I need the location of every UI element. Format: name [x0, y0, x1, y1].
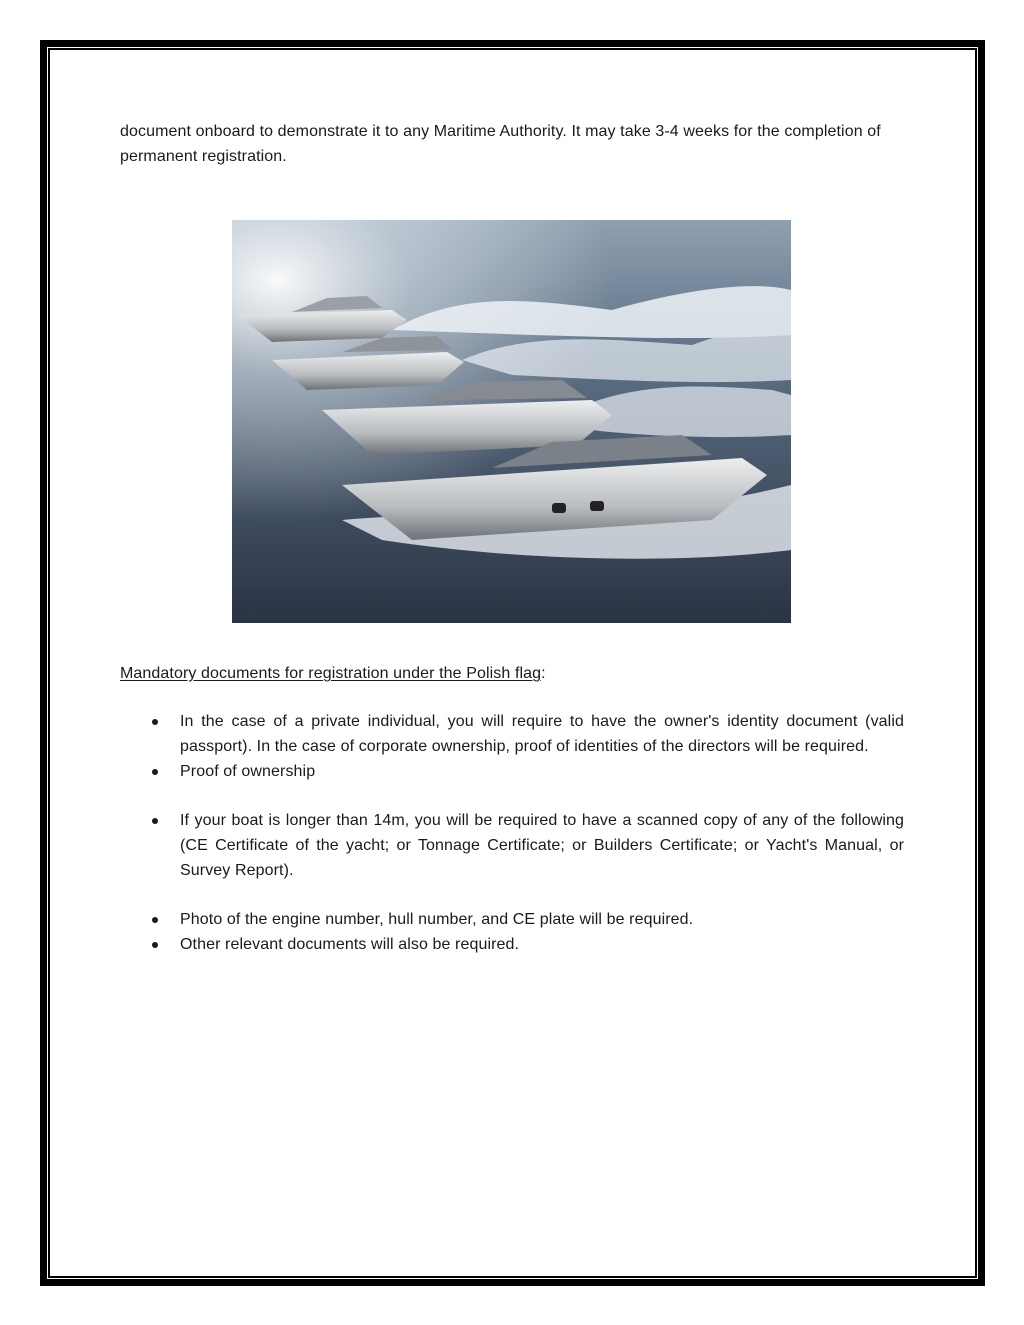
bullet-icon	[152, 719, 158, 725]
list-item	[120, 932, 904, 957]
bullet-icon	[152, 917, 158, 923]
list-item-text: If your boat is longer than 14m, you will be required to have a scanned copy of any of the following (CE Certificate of the yacht; or Tonnage Certificate; or Builders Certificate; or Yacht's Manual, or Survey Report).	[180, 812, 904, 879]
bullet-icon	[152, 818, 158, 824]
list-item	[120, 759, 904, 784]
section-heading-text: Mandatory documents for registration under the Polish flag	[120, 665, 542, 682]
list-item-text: Proof of ownership	[180, 763, 316, 780]
list-item-text: Photo of the engine number, hull number, and CE plate will be required.	[180, 911, 694, 928]
bullet-icon	[152, 942, 158, 948]
bullet-icon	[152, 769, 158, 775]
list-item-text: In the case of a private individual, you will require to have the owner's identity document (valid passport). In the case of corporate ownership, proof of identities of the directors will be required.	[180, 713, 904, 755]
list-item	[120, 808, 904, 883]
required-documents-list	[120, 709, 904, 957]
intro-paragraph: document onboard to demonstrate it to any Maritime Authority. It may take 3-4 weeks for the completion of permanent registration.	[120, 123, 881, 165]
list-item	[120, 907, 904, 932]
list-item	[120, 709, 904, 759]
section-heading-colon: :	[541, 665, 546, 682]
list-item-text: Other relevant documents will also be required.	[180, 936, 520, 953]
yacht-photo	[232, 220, 791, 623]
section-heading	[120, 661, 546, 686]
